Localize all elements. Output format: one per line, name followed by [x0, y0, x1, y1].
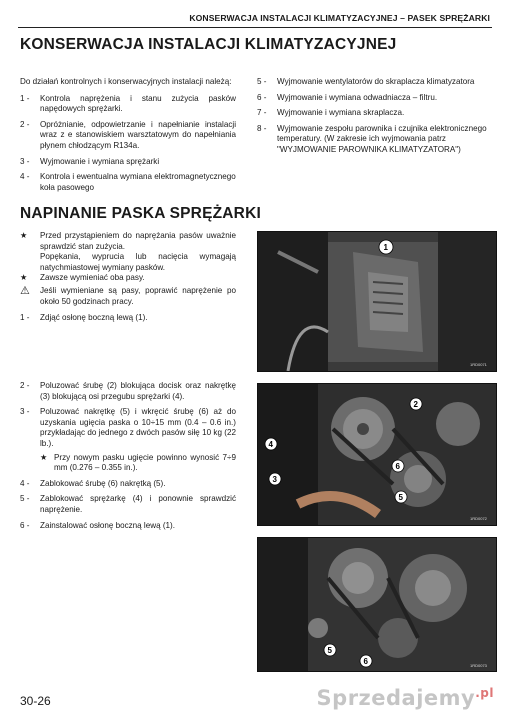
list-item	[257, 108, 497, 119]
list-number: 6 -	[257, 92, 267, 102]
list-item	[257, 77, 497, 88]
watermark-text: Sprzedajemy	[316, 686, 476, 710]
page-title: KONSERWACJA INSTALACJI KLIMATYZACYJNEJ	[20, 36, 397, 53]
header-rule	[18, 27, 492, 28]
callout-label: 4	[268, 440, 273, 449]
list-number: 4 -	[20, 172, 30, 182]
step-text: Zablokować sprężarkę (4) i ponownie sprawdzić naprężenie.	[40, 494, 236, 514]
note	[20, 286, 236, 307]
list-item	[20, 120, 236, 152]
note-text: Przed przystąpieniem do naprężania pasów uważnie sprawdzić stan zużycia.	[40, 231, 236, 251]
list-text: Opróżnianie, odpowietrzanie i napełnianie instalacji wraz z e stanowiskiem warsztatowym do napełniania płynem chłodzącym R134a.	[40, 119, 236, 150]
steps-block	[20, 381, 236, 536]
step-text: Zdjąć osłonę boczną lewą (1).	[40, 313, 148, 323]
sub-note	[40, 453, 236, 474]
callout-label: 2	[413, 400, 418, 409]
photo-side-cover	[257, 231, 497, 372]
step-item	[20, 313, 236, 324]
intro-lead: Do działań kontrolnych i konserwacyjnych instalacji należą:	[20, 77, 232, 86]
intro-right-column	[257, 77, 497, 161]
star-icon: ★	[20, 273, 28, 283]
section-title: NAPINANIE PASKA SPRĘŻARKI	[20, 205, 261, 222]
step-number: 5 -	[20, 494, 30, 504]
photo-belt-tension	[257, 383, 497, 526]
warning-icon: ⚠	[20, 284, 30, 297]
step-number: 4 -	[20, 478, 30, 488]
star-icon: ★	[20, 231, 28, 240]
step-item	[20, 494, 236, 515]
list-number: 8 -	[257, 123, 267, 133]
list-number: 7 -	[257, 108, 267, 118]
note	[20, 273, 236, 284]
note-text: Jeśli wymieniane są pasy, poprawić naprężenie po około 50 godzinach pracy.	[40, 285, 236, 306]
step-item	[20, 381, 236, 402]
step-number: 3 -	[20, 407, 30, 417]
step-item	[20, 521, 236, 532]
list-item	[20, 172, 236, 193]
list-item	[20, 94, 236, 115]
list-number: 3 -	[20, 156, 30, 166]
list-number: 1 -	[20, 93, 30, 103]
step-number: 2 -	[20, 381, 30, 390]
notes-block	[20, 231, 236, 329]
step-number: 6 -	[20, 520, 30, 530]
list-item	[20, 157, 236, 168]
list-number: 2 -	[20, 119, 30, 129]
callout-label: 1	[383, 243, 388, 252]
step-text: Zainstalować osłonę boczną lewą (1).	[40, 520, 175, 530]
callout-label: 3	[272, 475, 277, 484]
list-text: Kontrola naprężenia i stanu zużycia pasków napędowych sprężarki.	[40, 93, 236, 114]
list-text: Wyjmowanie zespołu parownika i czujnika elektronicznego temperatury. (W zakresie ich wyjmowania patrz "WYJMOWANIE PAROWNIKA KLIMATYZATORA")	[277, 123, 487, 154]
step-text: Poluzować nakrętkę (5) i wkręcić śrubę (6) aż do uzyskania ugięcia paska o 10÷15 mm (0.4 – 0.6 in.) przykładając do jednego z dwóch pasów siłę 10 kg (22 lb.).	[40, 407, 236, 448]
callout-label: 6	[363, 657, 368, 666]
step-text: Zablokować śrubę (6) nakrętką (5).	[40, 478, 166, 488]
note-text: Popękania, wypruciа lub nacięcia wymagają natychmiastowej wymiany pasków.	[40, 252, 236, 272]
figure-code: 1RD0073	[470, 663, 487, 668]
running-header: KONSERWACJA INSTALACJI KLIMATYZACYJNEJ – PASEK SPRĘŻARKI	[189, 13, 490, 23]
callout-label: 5	[327, 646, 332, 655]
list-text: Wyjmowanie i wymiana odwadniacza – filtru.	[277, 92, 438, 102]
list-number: 5 -	[257, 77, 267, 86]
step-item	[20, 479, 236, 490]
photo-belt-lock	[257, 537, 497, 672]
list-text: Wyjmowanie wentylatorów do skraplacza klimatyzatora	[277, 77, 475, 86]
figure-code: 1RD0072	[470, 516, 487, 521]
step-number: 1 -	[20, 313, 30, 323]
watermark-logo	[317, 686, 494, 710]
callout-label: 5	[398, 493, 403, 502]
step-text: Poluzować śrubę (2) blokująca docisk oraz nakrętkę (3) blokującą osi przegubu sprężarki (4).	[40, 381, 236, 401]
note	[20, 252, 236, 273]
intro-left-column	[20, 77, 236, 198]
star-icon: ★	[40, 452, 48, 462]
note	[20, 231, 236, 252]
note-spacer	[20, 252, 40, 273]
list-item	[257, 93, 497, 104]
list-item	[257, 124, 497, 156]
list-text: Kontrola i ewentualna wymiana elektromagnetycznego koła pasowego	[40, 172, 236, 192]
note-text: Zawsze wymieniać oba pasy.	[40, 273, 145, 283]
sub-note-text: Przy nowym pasku ugięcie powinno wynosić 7÷9 mm (0.276 – 0.355 in.).	[54, 452, 236, 473]
figure-code: 1RD0071	[470, 362, 487, 367]
list-text: Wyjmowanie i wymiana skraplacza.	[277, 108, 405, 118]
callout-label: 6	[395, 462, 400, 471]
page-number: 30-26	[20, 694, 51, 708]
step-item	[20, 407, 236, 474]
watermark-suffix: .pl	[475, 686, 494, 700]
list-text: Wyjmowanie i wymiana sprężarki	[40, 156, 160, 166]
